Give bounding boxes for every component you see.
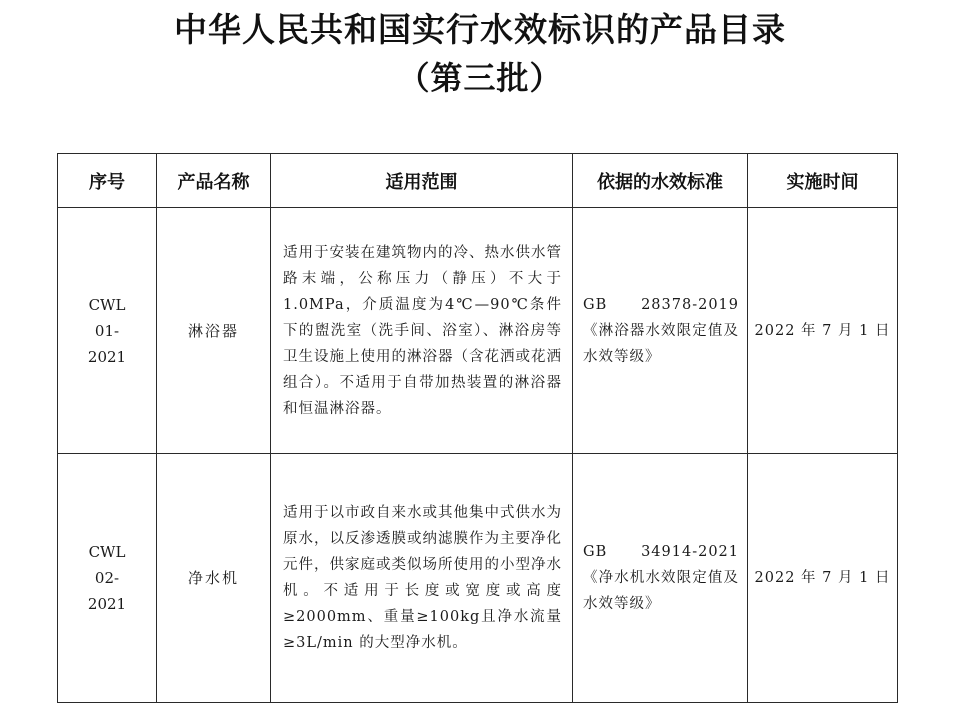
header-effective-date: 实施时间 [748,154,898,208]
table-header-row [58,154,898,208]
header-product-name: 产品名称 [157,154,271,208]
cell-scope-text: 适用于安装在建筑物内的冷、热水供水管路末端，公称压力（静压）不大于1.0MPa，介质温度为4℃—90℃条件下的盥洗室（洗手间、浴室）、淋浴房等卫生设施上使用的淋浴器（含花洒或花洒组合）。不适用于自带加热装置的淋浴器和恒温淋浴器。 [283,244,562,417]
cell-standard [573,454,748,703]
cell-number-text: CWL 01-2021 [87,295,127,366]
document-title: 中华人民共和国实行水效标识的产品目录 [174,10,786,49]
cell-number [58,208,157,454]
cell-standard [573,208,748,454]
table-row [58,454,898,703]
document-subtitle: （第三批） [397,59,563,97]
cell-product-name: 淋浴器 [157,208,271,454]
product-catalog-table [57,153,898,703]
cell-scope [271,208,573,454]
cell-effective-date: 2022 年 7 月 1 日 [748,454,898,703]
header-scope: 适用范围 [271,154,573,208]
cell-scope [271,454,573,703]
cell-number-text: CWL 02-2021 [87,543,127,613]
cell-number [58,454,157,703]
cell-standard-text: GB 28378-2019《淋浴器水效限定值及水效等级》 [583,296,739,365]
cell-scope-text: 适用于以市政自来水或其他集中式供水为原水，以反渗透膜或纳滤膜作为主要净化元件，供家庭或类似场所使用的小型净水机。不适用于长度或宽度或高度≥2000mm、重量≥100kg且净水流量≥3L/min 的大型净水机。 [283,505,562,651]
cell-effective-date: 2022 年 7 月 1 日 [748,208,898,454]
header-number: 序号 [58,154,157,208]
header-standard: 依据的水效标准 [573,154,748,208]
table-row [58,208,898,454]
cell-product-name: 净水机 [157,454,271,703]
cell-standard-text: GB 34914-2021《净水机水效限定值及水效等级》 [583,544,739,612]
